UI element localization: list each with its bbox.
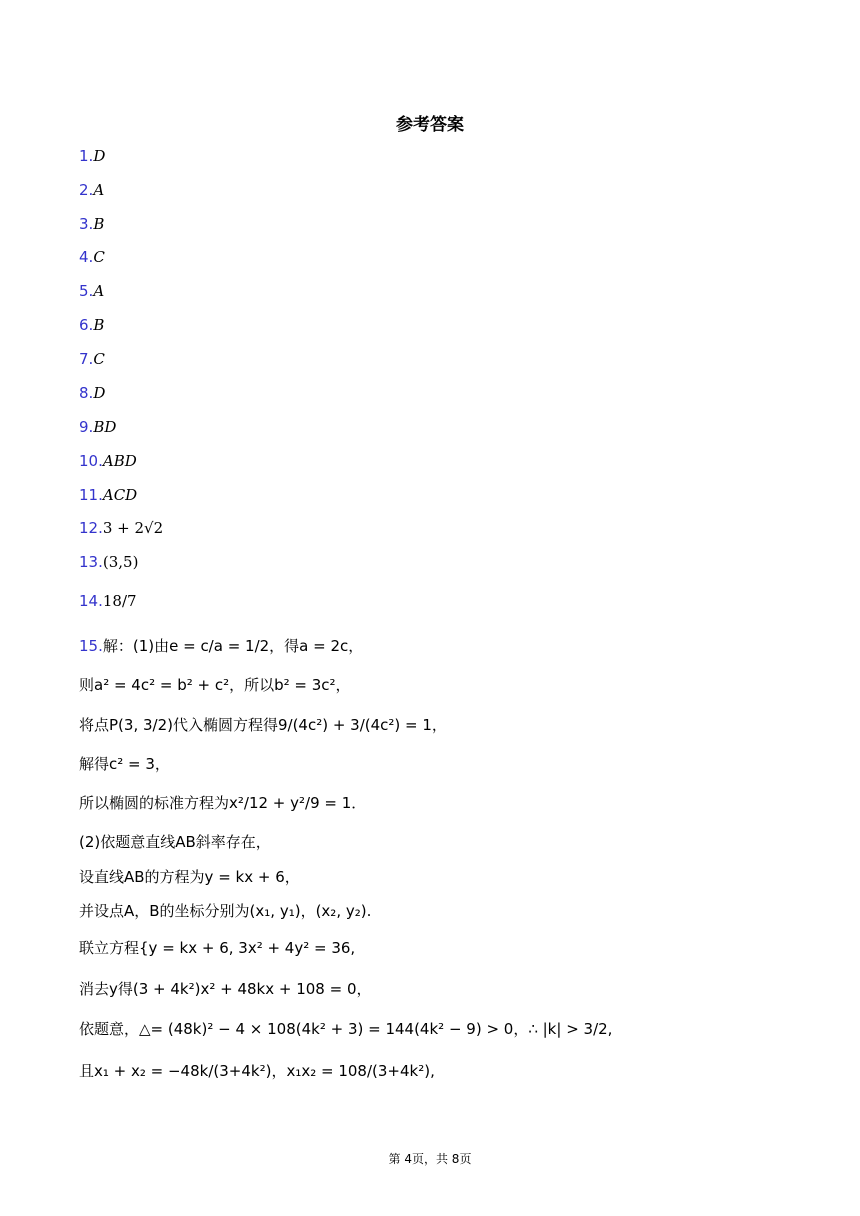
solution-line: 依题意，△= (48k)² − 4 × 108(4k² + 3) = 144(4k² − 9) > 0，∴ |k| > 3/2, [79, 1020, 613, 1038]
solution-line: 15.解：(1)由e = c/a = 1/2，得a = 2c， [79, 637, 364, 655]
solution-line: 则a² = 4c² = b² + c²，所以b² = 3c²， [79, 676, 351, 694]
answer-item: 9.BD [79, 418, 117, 436]
solution-line: (2)依题意直线AB斜率存在， [79, 833, 271, 851]
solution-line: 所以椭圆的标准方程为x²/12 + y²/9 = 1． [79, 794, 367, 812]
solution-line: 设直线AB的方程为y = kx + 6， [79, 868, 300, 886]
page-footer: 第 4页，共 8页 [388, 1152, 472, 1166]
solution-line: 消去y得(3 + 4k²)x² + 48kx + 108 = 0， [79, 980, 372, 998]
answer-item: 4.C [79, 248, 105, 266]
answer-item: 8.D [79, 384, 106, 402]
answer-item: 13.(3,5) [79, 553, 139, 571]
solution-line: 且x₁ + x₂ = −48k/(3+4k²)，x₁x₂ = 108/(3+4k²), [79, 1062, 435, 1080]
answer-item: 5.A [79, 282, 105, 300]
solution-line: 联立方程{y = kx + 6, 3x² + 4y² = 36, [79, 939, 356, 957]
answer-item: 2.A [79, 181, 105, 199]
solution-line: 解得c² = 3， [79, 755, 170, 773]
solution-line: 并设点A，B的坐标分别为(x₁, y₁)，(x₂, y₂). [79, 902, 372, 920]
answer-item: 3.B [79, 215, 105, 233]
answer-item: 11.ACD [79, 486, 138, 504]
answer-item: 10.ABD [79, 452, 137, 470]
solution-number: 15. [79, 637, 103, 655]
page-title: 参考答案 [396, 115, 464, 135]
answer-item: 6.B [79, 316, 105, 334]
solution-line: 将点P(3, 3/2)代入椭圆方程得9/(4c²) + 3/(4c²) = 1， [79, 716, 447, 734]
answer-item: 1.D [79, 147, 106, 165]
answer-item: 14.18/7 [79, 592, 137, 610]
answer-item: 7.C [79, 350, 105, 368]
answer-item: 12.3 + 2√2 [79, 519, 164, 537]
